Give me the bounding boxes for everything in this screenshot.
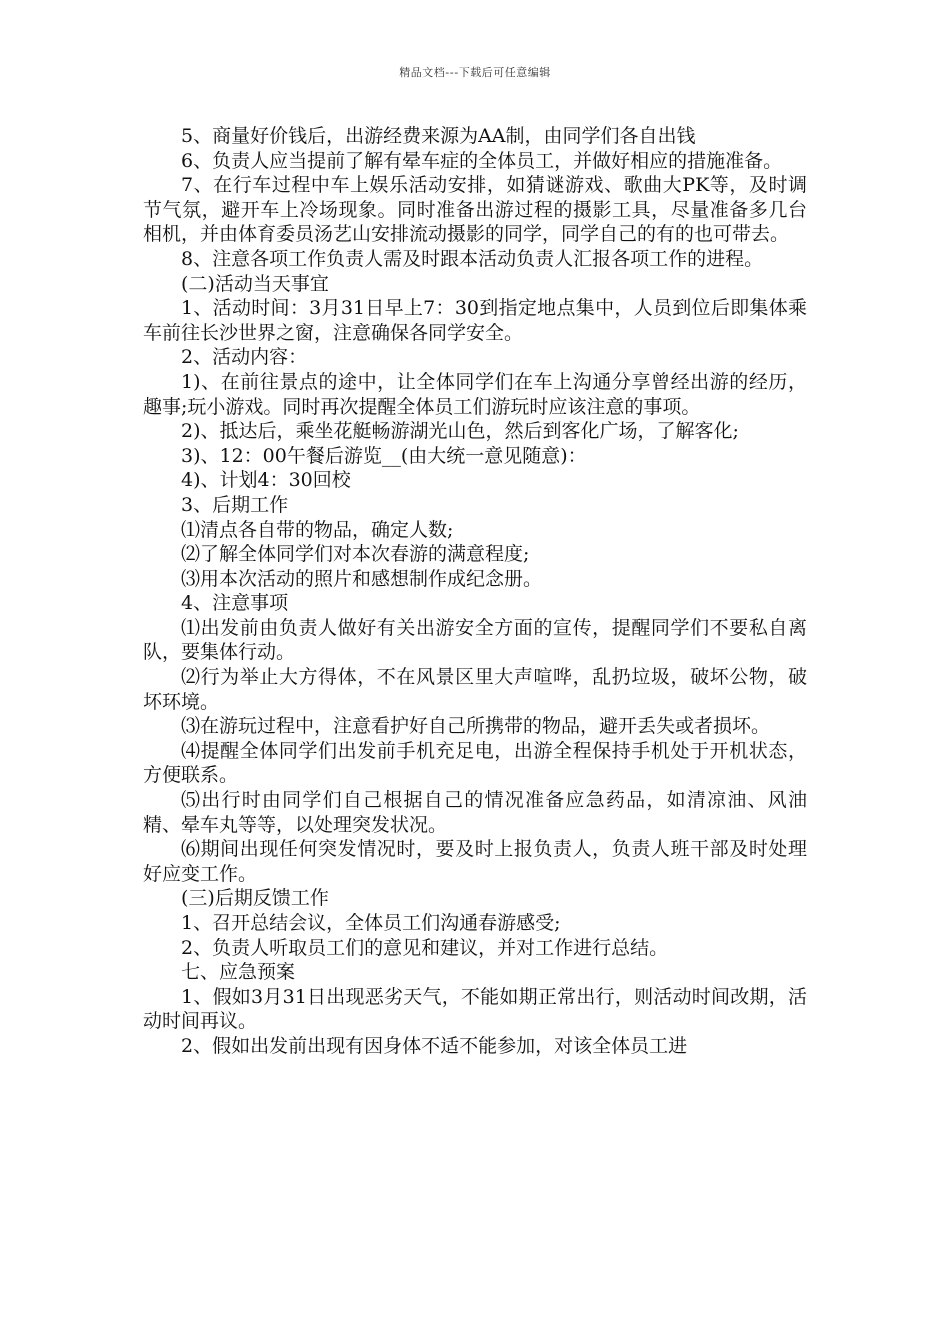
section-heading: 3、后期工作	[181, 493, 289, 516]
list-item: ⑷提醒全体同学们出发前手机充足电，出游全程保持手机处于开机状态，方便联系。	[143, 739, 807, 787]
paragraph: 4)、计划4：30回校	[181, 469, 351, 492]
paragraph: 7、在行车过程中车上娱乐活动安排，如猜谜游戏、歌曲大PK等，及时调节气氛，避开车上冷场现象。同时准备出游过程的摄影工具，尽量准备多几台相机，并由体育委员汤艺山安排流动摄影的同学，同学自己的有的也可带去。	[143, 174, 807, 246]
list-item: ⑹期间出现任何突发情况时，要及时上报负责人，负责人班干部及时处理好应变工作。	[143, 838, 807, 885]
paragraph: 3)、12：00午餐后游览__(由大统一意见随意)：	[181, 444, 587, 467]
paragraph: 6、负责人应当提前了解有晕车症的全体员工，并做好相应的措施准备。	[181, 149, 783, 172]
list-item: ⑴清点各自带的物品，确定人数;	[181, 518, 454, 541]
section-heading: (二)活动当天事宜	[181, 272, 329, 295]
list-item: ⑵行为举止大方得体，不在风景区里大声喧哗，乱扔垃圾，破坏公物，破坏环境。	[143, 666, 807, 713]
list-item: ⑶在游玩过程中，注意看护好自己所携带的物品，避开丢失或者损坏。	[181, 715, 771, 738]
paragraph: 8、注意各项工作负责人需及时跟本活动负责人汇报各项工作的进程。	[181, 247, 764, 270]
document-body	[143, 124, 807, 1059]
paragraph: 2)、抵达后，乘坐花艇畅游湖光山色，然后到客化广场，了解客化;	[181, 420, 739, 443]
paragraph: 5、商量好价钱后，出游经费来源为AA制，由同学们各自出钱	[181, 125, 696, 147]
section-heading: (三)后期反馈工作	[181, 887, 329, 910]
list-item: ⑸出行时由同学们自己根据自己的情况准备应急药品，如清凉油、风油精、晕车丸等等，以处理突发状况。	[143, 789, 807, 836]
paragraph: 2、假如出发前出现有因身体不适不能参加，对该全体员工进	[181, 1034, 688, 1057]
list-item: ⑶用本次活动的照片和感想制作成纪念册。	[181, 567, 543, 590]
paragraph: 2、活动内容：	[181, 346, 308, 369]
paragraph: 1、活动时间：3月31日早上7：30到指定地点集中，人员到位后即集体乘车前往长沙世界之窗，注意确保各同学安全。	[143, 297, 807, 344]
paragraph: 2、负责人听取员工们的意见和建议，并对工作进行总结。	[181, 936, 669, 959]
paragraph: 1、假如3月31日出现恶劣天气，不能如期正常出行，则活动时间改期，活动时间再议。	[143, 985, 807, 1033]
section-heading: 4、注意事项	[181, 592, 289, 615]
list-item: ⑵了解全体同学们对本次春游的满意程度;	[181, 543, 530, 566]
paragraph: 1)、在前往景点的途中，让全体同学们在车上沟通分享曾经出游的经历，趣事;玩小游戏。同时再次提醒全体员工们游玩时应该注意的事项。	[143, 370, 807, 418]
paragraph: 1、召开总结会议，全体员工们沟通春游感受;	[181, 912, 561, 934]
page-header: 精品文档---下载后可任意编辑	[399, 66, 551, 79]
list-item: ⑴出发前由负责人做好有关出游安全方面的宣传，提醒同学们不要私自离队，要集体行动。	[143, 616, 807, 664]
section-heading: 七、应急预案	[181, 961, 296, 984]
